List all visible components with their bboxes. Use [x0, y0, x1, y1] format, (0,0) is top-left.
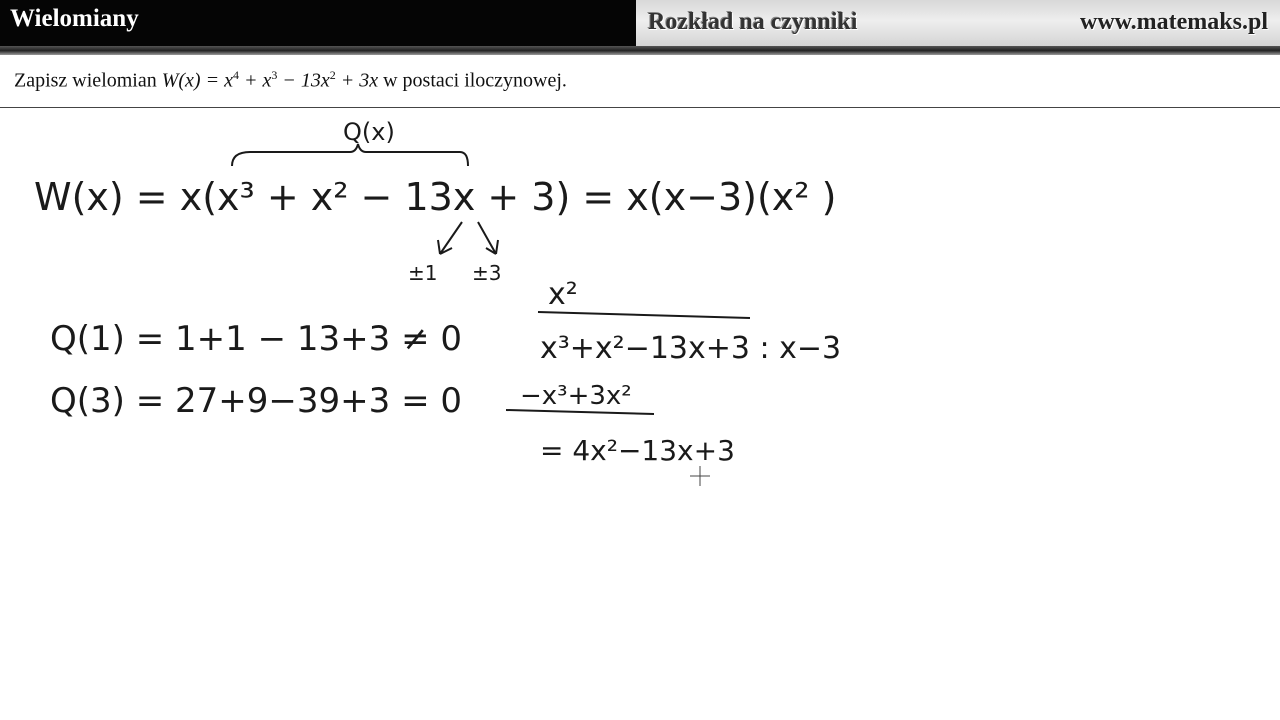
task-exp3: 3 [271, 68, 278, 82]
arrow-left-icon [438, 222, 462, 254]
task-prefix: Zapisz wielomian [14, 69, 162, 92]
header-topic: Rozkład na czynniki [648, 9, 858, 35]
arrow-right-icon [478, 222, 498, 254]
division-remainder: = 4x²−13x+3 [540, 434, 735, 467]
q1-evaluation: Q(1) = 1+1 − 13+3 ≠ 0 [50, 319, 463, 359]
divisors-1: ±1 [408, 261, 438, 285]
task-exp2: 2 [329, 68, 336, 82]
division-top-line [538, 312, 750, 318]
task-exp4: 4 [232, 68, 239, 82]
header-divider [0, 46, 1280, 55]
header [0, 0, 1280, 48]
header-title-panel [0, 0, 636, 46]
header-info-panel [636, 0, 1280, 46]
division-dividend: x³+x²−13x+3 : x−3 [540, 331, 842, 366]
main-equation: W(x) = x(x³ + x² − 13x + 3) = x(x−3)(x² ) [34, 175, 837, 219]
task-text [14, 68, 567, 93]
brace-line [232, 144, 468, 166]
q-label: Q(x) [343, 118, 395, 146]
whiteboard [0, 108, 1280, 720]
task-formula-lhs: W(x) = x [161, 69, 233, 92]
crosshair-cursor-icon [690, 466, 710, 486]
task-plus3x: + 3x [335, 69, 379, 92]
task-minus13: − 13x [277, 69, 330, 92]
header-site-link[interactable]: www.matemaks.pl [1079, 9, 1268, 35]
task-plus1: + x [238, 69, 272, 92]
division-subtract: −x³+3x² [520, 381, 632, 411]
division-quotient: x² [548, 277, 578, 312]
task-suffix: w postaci iloczynowej. [378, 69, 567, 92]
divisors-3: ±3 [472, 261, 502, 285]
q3-evaluation: Q(3) = 27+9−39+3 = 0 [50, 381, 463, 421]
whiteboard-canvas [0, 108, 1280, 720]
header-title: Wielomiany [10, 5, 139, 32]
task-statement [0, 55, 1280, 108]
